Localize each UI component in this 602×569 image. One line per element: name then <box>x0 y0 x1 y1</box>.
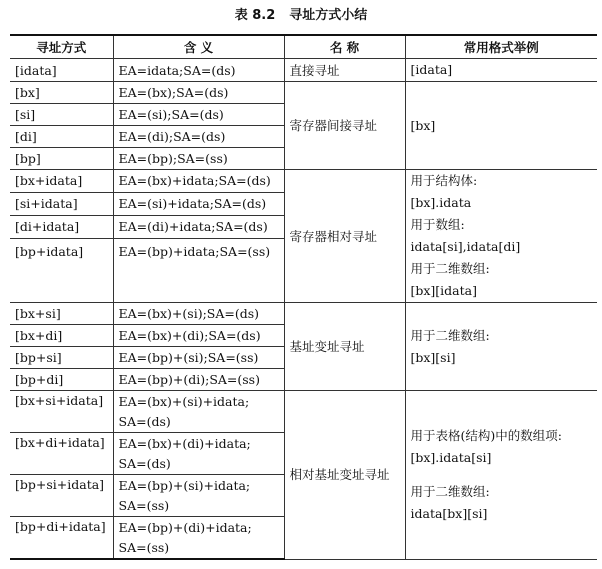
meaning-cell <box>113 475 284 517</box>
meaning-cell: EA=(si);SA=(ds) <box>113 104 284 126</box>
table-caption <box>0 4 602 23</box>
meaning-cell: EA=(di);SA=(ds) <box>113 126 284 148</box>
table-row <box>10 82 597 104</box>
meaning-cell: EA=(bp)+(di);SA=(ss) <box>113 369 284 391</box>
meaning-cell <box>113 391 284 433</box>
example-base-index <box>405 303 597 391</box>
mode-cell: [idata] <box>10 59 113 82</box>
example-line: [bx].idata[si] <box>410 449 492 465</box>
mode-cell: [bp+si+idata] <box>10 475 113 517</box>
addressing-modes-table <box>10 34 597 560</box>
meaning-line: SA=(ds) <box>118 455 171 471</box>
example-line: [idata] <box>410 62 453 77</box>
header-mode: 寻址方式 <box>10 35 113 59</box>
example-register-indirect <box>405 82 597 170</box>
meaning-line: EA=(bp)+(di)+idata; <box>118 519 252 535</box>
mode-cell: [bx+di] <box>10 325 113 347</box>
meaning-cell: EA=(bx);SA=(ds) <box>113 82 284 104</box>
mode-cell: [di+idata] <box>10 215 113 238</box>
group-name-register-indirect: 寄存器间接寻址 <box>284 82 405 170</box>
meaning-line: EA=(bp)+(si)+idata; <box>118 477 251 493</box>
example-line: 用于二维数组: <box>410 261 490 276</box>
meaning-cell: EA=(bx)+idata;SA=(ds) <box>113 170 284 193</box>
example-line: [bx] <box>410 117 436 133</box>
caption-text: 寻址方式小结 <box>289 8 368 23</box>
meaning-cell: EA=(bp)+(si);SA=(ss) <box>113 347 284 369</box>
mode-cell: [si+idata] <box>10 192 113 215</box>
group-name-base-index: 基址变址寻址 <box>284 303 405 391</box>
meaning-line: EA=(bx)+(si)+idata; <box>118 393 250 409</box>
table-row <box>10 303 597 325</box>
example-direct <box>405 59 597 82</box>
meaning-cell: EA=(bx)+(di);SA=(ds) <box>113 325 284 347</box>
mode-cell: [di] <box>10 126 113 148</box>
example-line: idata[si],idata[di] <box>410 239 521 254</box>
table-row <box>10 170 597 193</box>
meaning-cell: EA=(bx)+(si);SA=(ds) <box>113 303 284 325</box>
meaning-cell <box>113 517 284 560</box>
mode-cell: [bp+di+idata] <box>10 517 113 560</box>
meaning-line: SA=(ss) <box>118 497 170 513</box>
mode-cell: [bx+di+idata] <box>10 433 113 475</box>
mode-cell: [bx+si] <box>10 303 113 325</box>
example-line: 用于结构体: <box>410 173 478 188</box>
mode-cell: [bp+di] <box>10 369 113 391</box>
meaning-cell: EA=(si)+idata;SA=(ds) <box>113 192 284 215</box>
mode-cell: [si] <box>10 104 113 126</box>
meaning-cell: EA=(bp);SA=(ss) <box>113 148 284 170</box>
example-line: [bx].idata <box>410 195 472 210</box>
mode-cell: [bp] <box>10 148 113 170</box>
mode-cell: [bp+idata] <box>10 238 113 302</box>
mode-cell: [bx+idata] <box>10 170 113 193</box>
caption-number: 表 8.2 <box>234 8 276 23</box>
mode-cell: [bx] <box>10 82 113 104</box>
mode-cell: [bp+si] <box>10 347 113 369</box>
example-line: 用于数组: <box>410 217 465 232</box>
meaning-line: EA=(bx)+(di)+idata; <box>118 435 251 451</box>
example-line: 用于表格(结构)中的数组项: <box>410 427 562 443</box>
meaning-cell: EA=idata;SA=(ds) <box>113 59 284 82</box>
header-example: 常用格式举例 <box>405 35 597 59</box>
meaning-cell: EA=(di)+idata;SA=(ds) <box>113 215 284 238</box>
header-meaning: 含 义 <box>113 35 284 59</box>
group-name-register-relative: 寄存器相对寻址 <box>284 170 405 303</box>
example-line: [bx][idata] <box>410 283 477 298</box>
group-name-direct: 直接寻址 <box>284 59 405 82</box>
meaning-line: SA=(ss) <box>118 539 170 555</box>
example-line: 用于二维数组: <box>410 327 490 343</box>
meaning-cell: EA=(bp)+idata;SA=(ss) <box>113 238 284 302</box>
example-line: 用于二维数组: <box>410 483 490 499</box>
mode-cell: [bx+si+idata] <box>10 391 113 433</box>
meaning-line: SA=(ds) <box>118 413 171 429</box>
meaning-cell <box>113 433 284 475</box>
header-row <box>10 35 597 59</box>
example-relative-base-index <box>405 391 597 560</box>
example-register-relative <box>405 170 597 303</box>
example-line: idata[bx][si] <box>410 505 488 521</box>
header-name: 名 称 <box>284 35 405 59</box>
example-line: [bx][si] <box>410 349 456 365</box>
table-row <box>10 59 597 82</box>
group-name-relative-base-index: 相对基址变址寻址 <box>284 391 405 560</box>
table-row <box>10 391 597 433</box>
